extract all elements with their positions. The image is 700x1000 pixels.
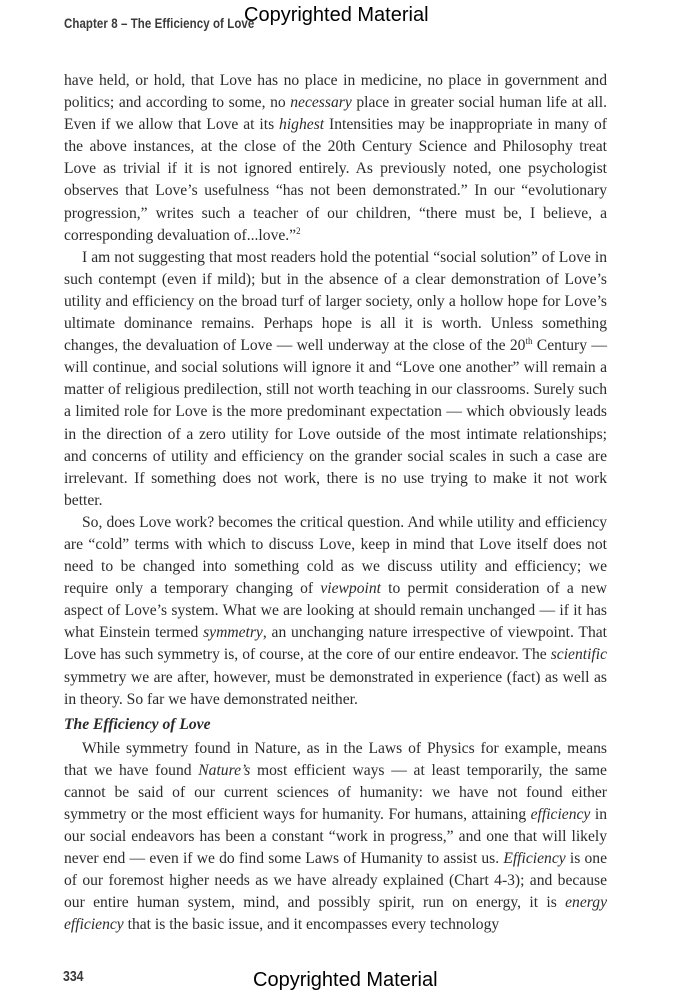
paragraph-4 [64, 738, 607, 937]
emphasis: necessary [290, 94, 352, 112]
text-run: have held, or hold, that Love has no place in medicine, no place in government and politics; and according to some, no [64, 72, 607, 112]
text-run: symmetry we are after, however, must be demonstrated in experience (fact) as well as in theory. So far we have demonstrated neither. [64, 668, 607, 708]
text-run: So, does Love work? becomes the critical question. And while utility and efficiency are “cold” terms with which to discuss Love, keep in mind that Love itself does not need to be changed into something cold as we discuss utility and efficiency; we require only a temporary changing of [64, 513, 607, 598]
emphasis: efficiency [530, 806, 591, 823]
text-run: most efficient ways — at least temporarily, the same cannot be said of our current sciences of humanity: we have not found either symmetry or the most efficient ways for humanity. For humans, attaining [64, 761, 607, 823]
text-run: , an unchanging nature irrespective of viewpoint. That Love has such symmetry is, of course, at the core of our entire endeavor. The [64, 624, 607, 664]
emphasis: Efficiency [503, 850, 566, 868]
running-head: Chapter 8 – The Efficiency of Love [64, 15, 255, 31]
text-run: in our social endeavors has been a constant “work in progress,” and one that will likely never end — even if we do find some Laws of Humanity to assist us. [64, 806, 607, 868]
paragraph-1 [64, 70, 607, 247]
text-run: is one of our foremost higher needs as we have already explained (Chart 4-3); and because our entire human system, mind, and possibly spirit, run on energy, it is [64, 850, 607, 912]
emphasis: scientific [550, 646, 607, 664]
page-number: 334 [63, 968, 84, 985]
emphasis: energy efficiency [64, 894, 607, 934]
copyright-watermark-bottom: Copyrighted Material [253, 969, 438, 991]
text-run: While symmetry found in Nature, as in the Laws of Physics for example, means that we have found [64, 739, 607, 779]
text-run: Century — will continue, and social solutions will ignore it and “Love one another” will remain a matter of religious predilection, still not worth teaching in our classrooms. Surely such a limited role for Love is the more predominant expectation — which obviously leads in the direction of a zero utility for Love outside of the most intimate relationships; and concerns of utility and efficiency on the grander social scales in such a case are irrelevant. If something does not work, there is no use trying to make it not work better. [64, 337, 607, 509]
copyright-watermark-top: Copyrighted Material [244, 4, 429, 26]
text-run: I am not suggesting that most readers hold the potential “social solution” of Love in such contempt (even if mild); but in the absence of a clear demonstration of Love’s utility and efficiency on the broad turf of larger society, only a hollow hope for Love’s ultimate dominance remains. Perhaps hope is all it is worth. Unless something changes, the devaluation of Love — well underway at the close of the 20 [64, 248, 607, 355]
emphasis: viewpoint [320, 580, 381, 598]
text-run: to permit consideration of a new aspect of Love’s system. What we are looking at should remain unchanged — if it has what Einstein termed [64, 580, 607, 642]
text-run: that is the basic issue, and it encompasses every technology [123, 916, 500, 934]
emphasis: highest [279, 116, 325, 134]
ordinal-suffix: th [525, 335, 533, 346]
body-text [64, 70, 607, 937]
section-heading: The Efficiency of Love [64, 715, 211, 733]
paragraph-3 [64, 512, 607, 711]
emphasis: symmetry [203, 624, 263, 642]
text-run: Intensities may be inappropriate in many of the above instances, at the close of the 20th Century Science and Philosophy treat Love as trivial if it is not ignored entirely. As previously noted, one psychologist observes that Love’s usefulness “has not been demonstrated.” In our “evolutionary progression,” writes such a teacher of our children, “there must be, I believe, a corresponding devaluation of...love.” [64, 116, 607, 244]
text-run: place in greater social human life at all. Even if we allow that Love at its [64, 94, 607, 134]
paragraph-2 [64, 247, 607, 512]
emphasis: Nature’s [198, 761, 251, 779]
footnote-ref: 2 [296, 225, 301, 236]
